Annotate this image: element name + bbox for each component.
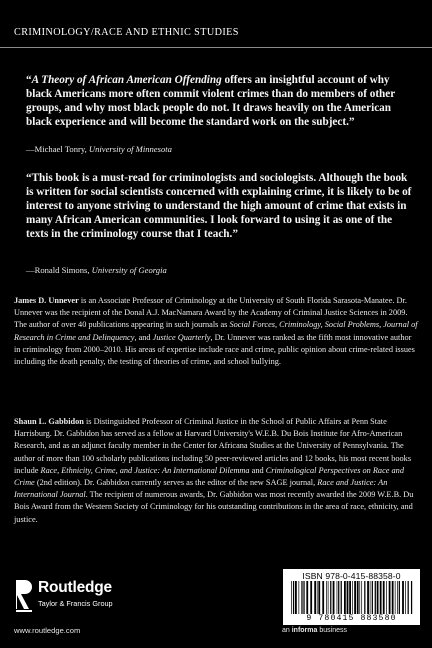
endorser-affiliation: University of Minnesota (88, 144, 172, 154)
author-name: Shaun L. Gabbidon (14, 417, 84, 426)
endorsement-attribution-1 (26, 144, 172, 155)
bio-journals: Social Forces, Criminology, Social Problems, Journal of Research in Crime and Delinquency (14, 320, 418, 342)
barcode-bar (386, 581, 387, 614)
endorsement-quote-2: “This book is a must-read for criminologists and sociologists. Although the book is written for social scientists concerned with explaining crime, it is likely to be of interest to anyone striving to understand the high amount of crime that exists in many African American communities. I look forward to using it as one of the texts in the criminology course that I teach.” (26, 172, 412, 240)
barcode-bar (354, 581, 356, 614)
informa-suffix: business (317, 627, 347, 634)
bio-text: and (249, 465, 266, 475)
informa-prefix: an (282, 627, 292, 634)
barcode-bar (328, 581, 329, 614)
barcode-bar (397, 581, 398, 614)
barcode-bar (344, 581, 346, 614)
author-bio-unnever (14, 295, 418, 368)
barcode-bar (293, 581, 294, 614)
barcode-bar (310, 581, 312, 614)
barcode-bar (337, 581, 338, 614)
barcode-bar (411, 581, 412, 614)
barcode-bar (338, 581, 339, 614)
bio-journal: Race and Justice: An International Journal (14, 478, 388, 500)
publisher-subtitle: Taylor & Francis Group (38, 599, 113, 608)
barcode-bar (372, 581, 373, 614)
header-divider (0, 47, 432, 48)
bio-book: Race, Ethnicity, Crime, and Justice: An International Dilemma (40, 465, 250, 475)
barcode-bar (361, 581, 362, 614)
bio-text: , Dr. Unnever was ranked as the fifth most innovative author in criminology from 2000–2010. His areas of expertise include race and crime, public opinion about crime-related issues including the death penalty, the testing of theories of crime, and school bullying. (14, 332, 415, 367)
barcode-bar (370, 581, 371, 614)
barcode-bar (341, 581, 342, 614)
author-name: James D. Unnever (14, 296, 79, 305)
barcode-bar (301, 581, 302, 614)
endorser-name: —Michael Tonry, (26, 144, 89, 154)
bio-journal: Justice Quarterly (152, 332, 211, 342)
barcode-bar (333, 581, 335, 614)
publisher-name: Routledge (38, 579, 112, 596)
barcode-bar (347, 581, 349, 614)
barcode-bar (402, 581, 404, 614)
barcode-bar (357, 581, 359, 614)
barcode-bar (326, 581, 327, 614)
barcode-bar (330, 581, 331, 614)
barcode-bar (389, 581, 391, 614)
barcode-bar (299, 581, 300, 614)
barcode-bar (375, 581, 376, 614)
barcode-bar (352, 581, 353, 614)
barcode-bar (317, 581, 318, 614)
barcode-bar (377, 581, 379, 614)
barcode-bar (395, 581, 396, 614)
barcode-bar (399, 581, 400, 614)
publisher-logo (14, 578, 164, 622)
bio-text: is Distinguished Professor of Criminal Justice in the School of Public Affairs at Penn State Harrisburg. Dr. Gabbidon has served as a fellow at Harvard University's W.E.B. Du Bois Institute for Afro-American Research, and as an adjunct faculty member in the Center for Africana Studies at the University of Pennsylvania. The author of more than 100 scholarly publications including 50 peer-reviewed articles and 12 books, his most recent books include (14, 417, 412, 475)
barcode-bar (359, 581, 360, 614)
barcode-bar (322, 581, 324, 614)
barcode-bar (408, 581, 409, 614)
barcode-bar (318, 581, 320, 614)
barcode-bar (405, 581, 406, 614)
barcode-bar (314, 581, 316, 614)
barcode-image (289, 581, 414, 614)
series-header: CRIMINOLOGY/RACE AND ETHNIC STUDIES (14, 27, 239, 38)
barcode-bar (303, 581, 304, 614)
author-bio-gabbidon (14, 416, 418, 526)
barcode-bar (306, 581, 308, 614)
informa-tagline (282, 626, 422, 635)
endorser-name: —Ronald Simons, (26, 265, 92, 275)
endorsement-quote-1 (26, 73, 412, 129)
bio-text: is an Associate Professor of Criminology at the University of South Florida Sarasota-Manatee. Dr. Unnever was the recipient of the Donal A.J. MacNamara Award by the Academy of Criminal Justice Sciences in 2009. The author of over 40 publications appearing in such journals as (14, 296, 408, 330)
barcode-bar (291, 581, 292, 614)
barcode-bar (383, 581, 385, 614)
endorser-affiliation: University of Georgia (91, 265, 167, 275)
barcode-bar (349, 581, 351, 614)
barcode-digits: 9 780415 883580 (306, 614, 397, 623)
bio-text: (2nd edition). Dr. Gabbidon currently serves as the editor of the new SAGE journal, (34, 478, 318, 488)
bio-text: , and (134, 332, 153, 342)
bio-text: . The recipient of numerous awards, Dr. Gabbidon was most recently awarded the 2009 W.E.B. Du Bois Award from the Western Society of Criminology for his outstanding contributions in the area of race, ethnicity, and justice. (14, 490, 414, 524)
barcode-bar (367, 581, 369, 614)
publisher-url: www.routledge.com (14, 626, 81, 635)
endorsement-attribution-2 (26, 265, 167, 276)
barcode-bar (392, 581, 394, 614)
barcode-bar (364, 581, 365, 614)
quote-close-mark: ” (348, 116, 355, 128)
barcode-bar (380, 581, 382, 614)
isbn-label: ISBN 978-0-415-88358-0 (302, 571, 401, 581)
quote-open-mark: “ (26, 74, 32, 86)
informa-brand: informa (291, 627, 318, 634)
quote-text: offers an insightful account of why black Americans more often commit violent crimes than do members of other groups, and why most black people do not. It draws heavily on the American black experience and will become the standard work on the subject. (26, 74, 396, 128)
bio-book: Criminological Perspectives on Race and Crime (14, 465, 404, 488)
routledge-r-logo-icon (14, 578, 34, 614)
book-title: A Theory of African American Offending (31, 74, 222, 86)
barcode-bar (295, 581, 297, 614)
